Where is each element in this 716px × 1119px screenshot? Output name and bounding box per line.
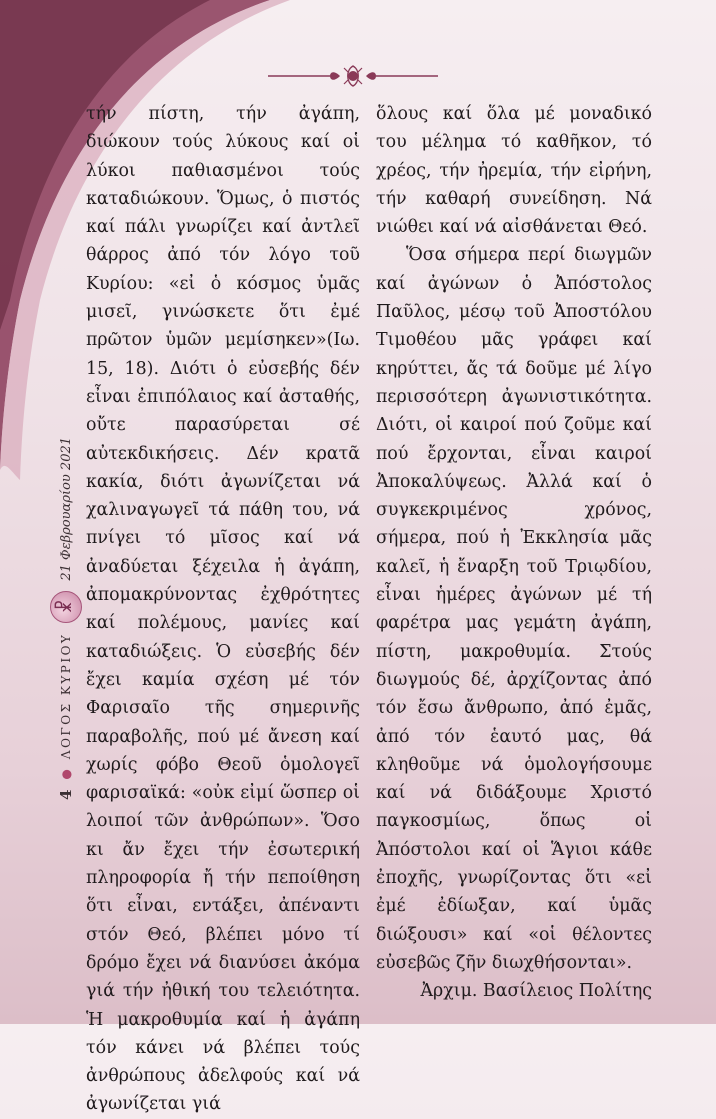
page-number: 4 — [57, 789, 75, 800]
right-paragraph-1: ὅλους καί ὅλα μέ μοναδικό του μέλημα τό καθῆκον, τό χρέος, τήν ἠρεμία, τήν εἰρήνη, τήν καθαρή συνείδηση. Νά νιώθει καί νά αἰσθάνεται Θεό. — [376, 104, 652, 238]
issue-date: 21 Φεβρουαρίου 2021 — [58, 436, 74, 581]
left-paragraph: τήν πίστη, τήν ἀγάπη, διώκουν τούς λύκους καί οἱ λύκοι παθιασμένοι τούς καταδιώκουν. Ὅμως, ὁ πιστός καί πάλι γνωρίζει καί ἀντλεῖ θάρρος ἀπό τόν λόγο τοῦ Κυρίου: «εἰ ὁ κόσμος ὑμᾶς μισεῖ, γινώσκετε ὅτι ἐμέ πρῶτον ὑμῶν μεμίσηκεν»(Ιω. 15, 18). Διότι ὁ εὐσεβής δέν εἶναι ἐπιπόλαιος καί ἀσταθής, οὔτε παρασύρεται σέ αὐτεκδικήσεις. Δέν κρατᾶ κακία, διότι ἀγωνίζεται νά χαλιναγωγεῖ τά πάθη του, νά πνίγει τό μῖσος καί νά ἀναδύεται ξέχειλα ἡ ἀγάπη, ἀπομακρύνοντας ἐχθρότητες καί πολέμους, μανίες καί καταδιώξεις. Ὁ εὐσεβής δέν ἔχει καμία σχέση μέ τόν Φαρισαῖο τῆς σημερινῆς παραβολῆς, πού μέ ἄνεση καί χωρίς φόβο Θεοῦ ὁμολογεῖ φαρισαϊκά: «οὐκ εἰμί ὥσπερ οἱ λοιποί τῶν ἀνθρώπων». Ὅσο κι ἄν ἔχει τήν ἐσωτερική πληροφορία ἤ τήν πεποίθηση ὅτι εἶναι, εντάξει, ἀπέναντι στόν Θεό, βλέπει μόνο τί δρόμο ἔχει νά διανύσει ἀκόμα γιά τήν ἠθική του τελειότητα. Ἡ μακροθυμία καί ἡ ἀγάπη τόν κάνει νά βλέπει τούς ἀνθρώπους ἀδελφούς καί νά ἀγωνίζεται γιά — [86, 104, 360, 1115]
side-label — [50, 437, 82, 800]
bullet-dot-icon: ● — [59, 769, 73, 780]
floral-divider-icon — [268, 64, 438, 88]
article-left-column — [86, 100, 360, 1119]
article-right-column — [376, 100, 652, 1006]
right-paragraph-2: Ὅσα σήμερα περί διωγμῶν καί ἀγώνων ὁ Ἀπόστολος Παῦλος, μέσῳ τοῦ Ἀποστόλου Τιμοθέου μᾶς γράφει καί κηρύττει, ἄς τά δοῦμε μέ λίγο περισσότερη ἀγωνιστικότητα. Διότι, οἱ καιροί πού ζοῦμε καί πού ἔρχονται, εἶναι καιροί Ἀποκαλύψεως. Ἀλλά καί ὁ συγκεκριμένος χρόνος, σήμερα, πού ἡ Ἐκκλησία μᾶς καλεῖ, ἡ ἔναρξη τοῦ Τριῳδίου, εἶναι ἡμέρες ἀγώνων μέ τή φαρέτρα μας γεμάτη ἀγάπη, πίστη, μακροθυμία. Στούς διωγμούς δέ, ἀρχίζοντας ἀπό τόν ἔσω ἄνθρωπο, ἀπό ἐμᾶς, ἀπό τόν ἑαυτό μας, θά κληθοῦμε νά ὁμολογήσουμε καί νά διδάξουμε Χριστό παγκοσμίως, ὅπως οἱ Ἀπόστολοι καί οἱ Ἅγιοι κάθε ἐποχῆς, γνωρίζοντας ὅτι «εἰ ἐμέ ἐδίωξαν, καί ὑμᾶς διώξουσι» καί «οἱ θέλοντες εὐσεβῶς ζῆν διωχθήσονται». — [376, 245, 652, 973]
chi-rho-emblem-icon — [50, 591, 82, 623]
author-signature: Ἀρχιμ. Βασίλειος Πολίτης — [420, 981, 652, 1002]
magazine-title: ΛΟΓΟΣ ΚΥΡΙΟΥ — [59, 632, 73, 760]
